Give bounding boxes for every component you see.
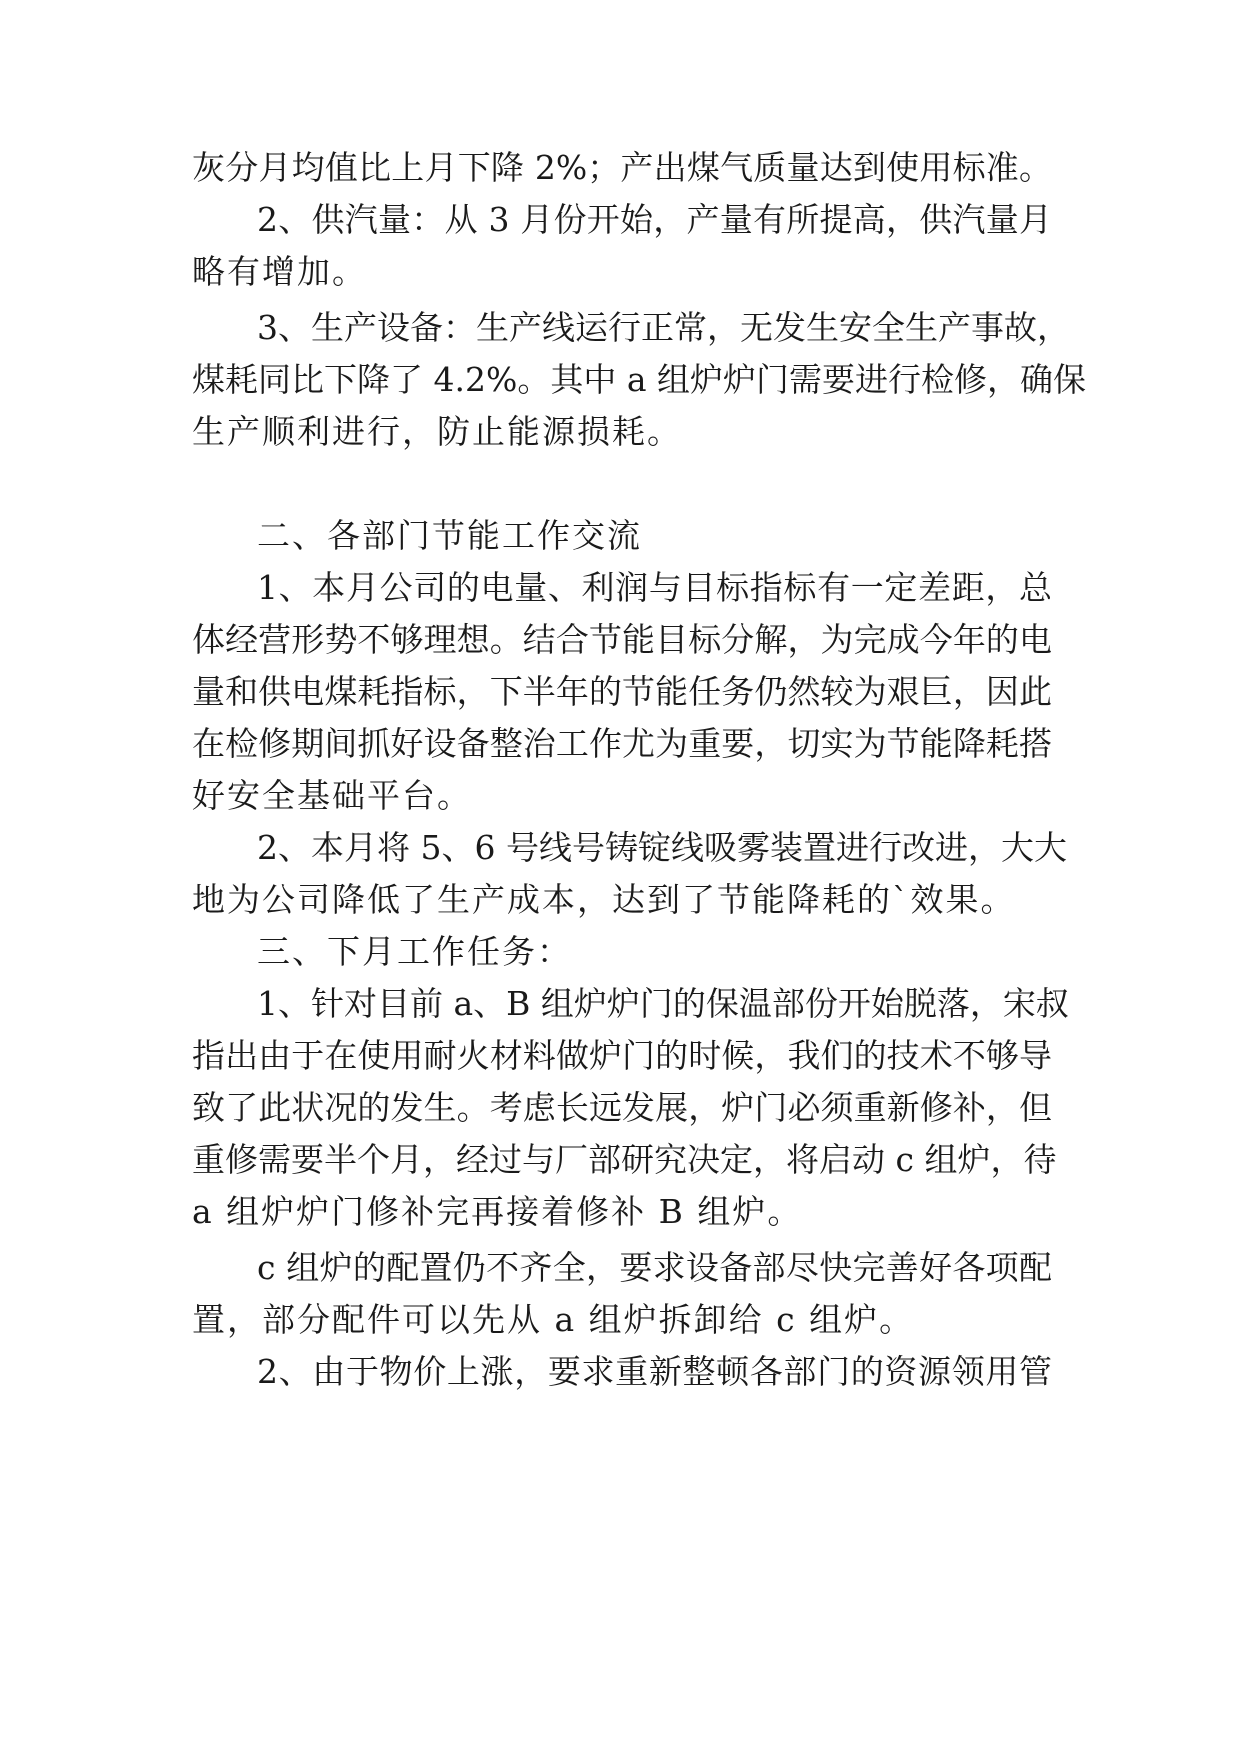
text-line: 煤耗同比下降了 4.2%。其中 a 组炉炉门需要进行检修，确保 bbox=[192, 360, 1086, 399]
text-line: 略有增加。 bbox=[192, 252, 367, 291]
text-line: 地为公司降低了生产成本，达到了节能降耗的`效果。 bbox=[192, 880, 1016, 919]
text-line: 灰分月均值比上月下降 2%；产出煤气质量达到使用标准。 bbox=[192, 148, 1052, 187]
text-line: 2、由于物价上涨，要求重新整顿各部门的资源领用管 bbox=[257, 1352, 1052, 1391]
section-heading: 二、各部门节能工作交流 bbox=[257, 516, 642, 555]
text-line: 1、针对目前 a、B 组炉炉门的保温部份开始脱落，宋叔 bbox=[257, 984, 1069, 1023]
text-line: 好安全基础平台。 bbox=[192, 776, 472, 815]
text-line: 2、供汽量：从 3 月份开始，产量有所提高，供汽量月 bbox=[257, 200, 1052, 239]
text-line: 致了此状况的发生。考虑长远发展，炉门必须重新修补，但 bbox=[192, 1088, 1052, 1127]
text-line: 2、本月将 5、6 号线号铸锭线吸雾装置进行改进，大大 bbox=[257, 828, 1067, 867]
text-line: 量和供电煤耗指标，下半年的节能任务仍然较为艰巨，因此 bbox=[192, 672, 1052, 711]
section-heading: 三、下月工作任务： bbox=[257, 932, 572, 971]
text-line: 体经营形势不够理想。结合节能目标分解，为完成今年的电 bbox=[192, 620, 1052, 659]
text-line: 指出由于在使用耐火材料做炉门的时候，我们的技术不够导 bbox=[192, 1036, 1052, 1075]
text-line: a 组炉炉门修补完再接着修补 B 组炉。 bbox=[192, 1192, 803, 1231]
text-line: 在检修期间抓好设备整治工作尤为重要，切实为节能降耗搭 bbox=[192, 724, 1052, 763]
text-line: c 组炉的配置仍不齐全，要求设备部尽快完善好各项配 bbox=[257, 1248, 1052, 1287]
text-line: 置，部分配件可以先从 a 组炉拆卸给 c 组炉。 bbox=[192, 1300, 915, 1339]
text-line: 重修需要半个月，经过与厂部研究决定，将启动 c 组炉，待 bbox=[192, 1140, 1057, 1179]
text-line: 3、生产设备：生产线运行正常，无发生安全生产事故， bbox=[257, 308, 1070, 347]
text-line: 生产顺利进行，防止能源损耗。 bbox=[192, 412, 682, 451]
text-line: 1、本月公司的电量、利润与目标指标有一定差距，总 bbox=[257, 568, 1052, 607]
